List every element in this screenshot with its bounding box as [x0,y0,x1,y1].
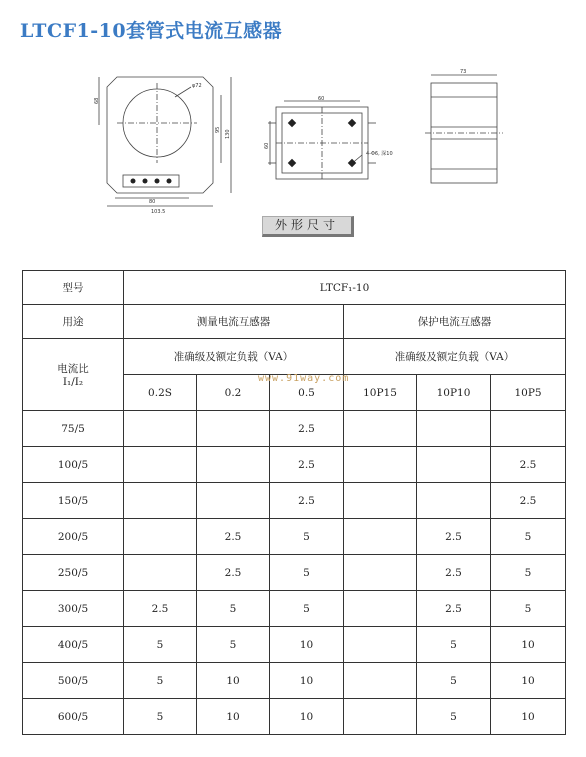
mid-dim-left: 60 [264,142,270,149]
value-cell [124,411,197,447]
ratio-cell: 200/5 [23,519,124,555]
front-dim-right2: 130 [225,129,231,139]
value-cell [124,483,197,519]
drawing-caption: 外形尺寸 [262,216,354,237]
value-cell: 5 [417,663,491,699]
table-row [23,447,566,483]
value-cell [344,447,417,483]
value-cell [124,519,197,555]
value-cell: 2.5 [491,483,566,519]
use-measure: 测量电流互感器 [124,305,344,339]
value-cell: 5 [491,555,566,591]
class-header: 0.2 [197,375,270,411]
value-cell: 5 [124,627,197,663]
side-view-drawing [425,65,505,195]
table-row [23,411,566,447]
mounting-view-drawing [262,93,407,193]
value-cell [124,447,197,483]
model-label: 型号 [23,271,124,305]
value-cell: 5 [124,699,197,735]
value-cell: 2.5 [417,591,491,627]
value-cell: 2.5 [197,519,270,555]
use-protect: 保护电流互感器 [344,305,566,339]
ratio-cell: 75/5 [23,411,124,447]
table-row [23,519,566,555]
value-cell: 5 [124,663,197,699]
value-cell [344,627,417,663]
value-cell [417,483,491,519]
value-cell: 5 [491,519,566,555]
value-cell [491,411,566,447]
front-dim-dia: φ72 [192,83,202,89]
value-cell [344,663,417,699]
ratio-label-line2: I₁/I₂ [62,376,84,388]
model-value: LTCF₁-10 [124,271,566,305]
class-header: 10P15 [344,375,417,411]
side-dim-top: 73 [460,69,467,75]
value-cell: 2.5 [270,447,344,483]
value-cell [417,447,491,483]
front-view-drawing [95,65,240,215]
value-cell [344,483,417,519]
class-measure-header: 准确级及额定负载（VA） [124,339,344,375]
class-protect-header: 准确级及额定负载（VA） [344,339,566,375]
ratio-cell: 500/5 [23,663,124,699]
value-cell: 2.5 [124,591,197,627]
ratio-cell: 100/5 [23,447,124,483]
value-cell: 5 [197,591,270,627]
value-cell [197,447,270,483]
table-row [23,591,566,627]
value-cell: 5 [417,627,491,663]
value-cell: 2.5 [491,447,566,483]
table-row [23,555,566,591]
ratio-cell: 600/5 [23,699,124,735]
value-cell: 2.5 [417,555,491,591]
value-cell: 10 [491,699,566,735]
value-cell [344,411,417,447]
value-cell [417,411,491,447]
value-cell: 5 [270,519,344,555]
mid-note: 4-Φ6, 深10 [366,151,393,157]
value-cell: 2.5 [270,483,344,519]
dimension-drawings [0,55,586,215]
ratio-cell: 400/5 [23,627,124,663]
table-row [23,627,566,663]
mid-dim-top: 60 [318,96,325,102]
spec-table [22,270,566,735]
ratio-cell: 300/5 [23,591,124,627]
value-cell [344,591,417,627]
value-cell [197,411,270,447]
value-cell: 10 [270,627,344,663]
ratio-label-line1: 电流比 [57,363,89,375]
use-label: 用途 [23,305,124,339]
ratio-cell: 250/5 [23,555,124,591]
value-cell: 2.5 [197,555,270,591]
value-cell [124,555,197,591]
value-cell: 5 [270,555,344,591]
value-cell: 2.5 [270,411,344,447]
table-row [23,483,566,519]
value-cell: 10 [491,663,566,699]
watermark: www.91way.com [258,373,350,384]
value-cell: 2.5 [417,519,491,555]
value-cell: 10 [270,699,344,735]
class-header: 0.5 [270,375,344,411]
table-row [23,699,566,735]
front-dim-right1: 95 [215,126,221,133]
value-cell: 5 [491,591,566,627]
class-header: 0.2S [124,375,197,411]
value-cell: 5 [270,591,344,627]
value-cell: 10 [491,627,566,663]
front-dim-left: 68 [94,97,100,104]
front-dim-bottom2: 103.5 [151,209,166,215]
table-row [23,663,566,699]
value-cell: 10 [270,663,344,699]
ratio-label [23,339,124,411]
value-cell [344,699,417,735]
front-dim-bottom1: 80 [149,199,156,205]
page-title: LTCF1-10套管式电流互感器 [20,20,283,42]
value-cell [197,483,270,519]
value-cell: 5 [417,699,491,735]
value-cell: 10 [197,663,270,699]
value-cell: 10 [197,699,270,735]
class-header: 10P5 [491,375,566,411]
value-cell: 5 [197,627,270,663]
value-cell [344,519,417,555]
class-header: 10P10 [417,375,491,411]
ratio-cell: 150/5 [23,483,124,519]
value-cell [344,555,417,591]
